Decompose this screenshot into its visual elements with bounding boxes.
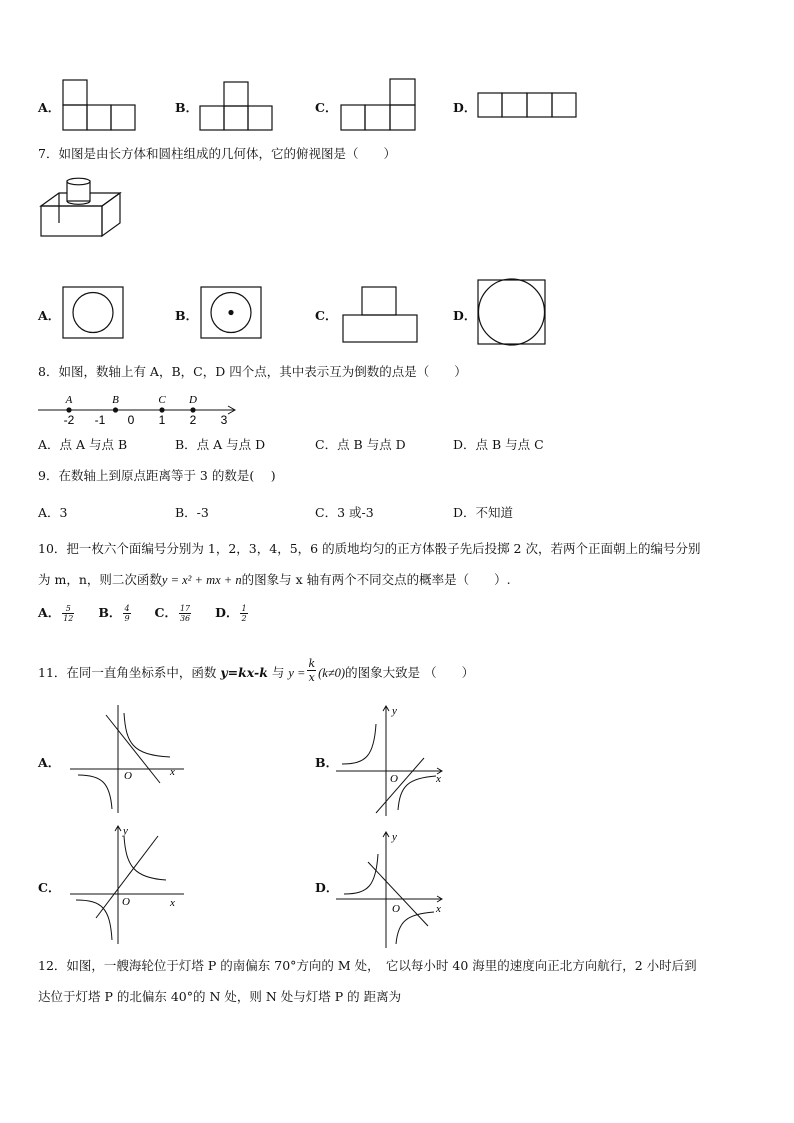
q9-stem: 9．在数轴上到原点距离等于 3 的数是( ): [38, 468, 276, 483]
q10-option-d-label[interactable]: D．: [215, 605, 239, 620]
q10-options: [38, 604, 250, 623]
q10-option-b-label[interactable]: B．: [98, 605, 122, 620]
number-line-tick-label: 2: [189, 413, 197, 427]
q7-option-d-figure: [477, 279, 549, 347]
q10-line1: 10．把一枚六个面编号分别为 1，2，3，4，5，6 的质地均匀的正方体骰子先后投掷 2 次，若两个正面朝上的编号分别: [38, 541, 701, 556]
q11-c-axis-y: y: [123, 825, 128, 837]
number-line-tick-label: -1: [94, 413, 106, 427]
q11-option-c-label[interactable]: C．: [38, 880, 61, 895]
q11-option-d-label[interactable]: D．: [315, 880, 339, 895]
q8-stem: 8．如图，数轴上有 A，B，C，D 四个点，其中表示互为倒数的点是（ ）: [38, 364, 467, 379]
number-line-point: [66, 407, 71, 412]
number-line-point: [159, 407, 164, 412]
q10-line2-b: 的图象与 x 轴有两个不同交点的概率是（ ）.: [241, 572, 511, 587]
q11-option-c-graph: [66, 822, 196, 946]
q10-option-a-label[interactable]: A．: [38, 605, 61, 620]
q7-option-d-label[interactable]: D．: [453, 308, 477, 323]
q10-option-d-fraction: $\frac{1}{2}$: [241, 604, 247, 623]
number-line-point-label: B: [112, 394, 119, 406]
q11-option-a-graph: [66, 703, 196, 815]
q11-a-origin: O: [124, 770, 132, 782]
q10-option-a-fraction: $\frac{5}{12}$: [63, 604, 74, 623]
q11-option-d-graph: [336, 826, 456, 950]
q6-option-b-figure: [199, 81, 279, 133]
q7-stem: 7．如图是由长方体和圆柱组成的几何体，它的俯视图是（ ）: [38, 146, 396, 161]
q11-option-b-graph: [336, 700, 456, 818]
q8-number-line: [38, 390, 243, 428]
q7-option-b-figure: [200, 286, 264, 342]
q9-option-d[interactable]: D．不知道: [453, 505, 514, 520]
q6-option-d-figure: [477, 92, 579, 120]
q10-formula: y = x² + mx + n: [161, 573, 242, 587]
q8-option-b[interactable]: B．点 A 与点 D: [175, 437, 266, 452]
q10-option-b-fraction: $\frac{4}{9}$: [124, 604, 130, 623]
q11-c-axis-x: x: [170, 897, 175, 909]
q8-option-d[interactable]: D．点 B 与点 C: [453, 437, 544, 452]
q11-d-origin: O: [392, 903, 400, 915]
q9-option-a[interactable]: A．3: [38, 505, 68, 520]
q11-b-origin: O: [390, 773, 398, 785]
q8-option-c[interactable]: C．点 B 与点 D: [315, 437, 406, 452]
q10-line2: [38, 572, 511, 588]
q11-stem-a: 11．在同一直角坐标系中，函数: [38, 665, 221, 680]
number-line-point-label: C: [158, 394, 166, 406]
q11-b-axis-y: y: [392, 705, 397, 717]
q11-stem-c: 的图象大致是 （ ）: [345, 665, 475, 680]
q11-d-axis-y: y: [392, 831, 397, 843]
number-line-tick-label: 1: [158, 413, 166, 427]
q7-option-a-label[interactable]: A．: [38, 308, 61, 323]
q11-d-axis-x: x: [436, 903, 441, 915]
q11-c-origin: O: [122, 896, 130, 908]
q11-function-2-cond: (k≠0): [318, 666, 346, 680]
q7-option-a-figure: [62, 286, 126, 342]
q11-a-axis-x: x: [170, 766, 175, 778]
q6-option-a-figure: [62, 79, 142, 133]
q12-line2: 达位于灯塔 P 的北偏东 40°的 N 处，则 N 处与灯塔 P 的 距离为: [38, 989, 402, 1004]
q7-option-c-figure: [342, 286, 422, 344]
q11-function-1: y=kx-k: [220, 665, 268, 680]
q8-option-a[interactable]: A．点 A 与点 B: [38, 437, 128, 452]
q6-option-b-label[interactable]: B．: [175, 100, 199, 115]
q6-option-d-label[interactable]: D．: [453, 100, 477, 115]
q11-function-2-lhs: y =: [288, 666, 306, 680]
q12-line1: 12．如图，一艘海轮位于灯塔 P 的南偏东 70°方向的 M 处， 它以每小时 40 海里的速度向正北方向航行，2 小时后到: [38, 958, 697, 973]
q7-option-c-label[interactable]: C．: [315, 308, 338, 323]
q6-option-c-label[interactable]: C．: [315, 100, 338, 115]
q10-option-c-label[interactable]: C．: [154, 605, 177, 620]
q11-option-b-label[interactable]: B．: [315, 755, 339, 770]
number-line-tick-label: -2: [63, 413, 75, 427]
q7-solid-figure: [40, 178, 124, 240]
q9-option-b[interactable]: B．-3: [175, 505, 209, 520]
number-line-point-label: D: [189, 394, 197, 406]
number-line-tick-label: 3: [220, 413, 228, 427]
number-line-tick-label: 0: [127, 413, 135, 427]
q11-stem: [38, 657, 475, 687]
number-line-point: [113, 407, 118, 412]
q6-option-a-label[interactable]: A．: [38, 100, 61, 115]
q10-line2-a: 为 m，n，则二次函数: [38, 572, 162, 587]
number-line-point: [190, 407, 195, 412]
q11-b-axis-x: x: [436, 773, 441, 785]
q9-option-c[interactable]: C．3 或-3: [315, 505, 374, 520]
q11-option-a-label[interactable]: A．: [38, 755, 61, 770]
q11-stem-b: 与: [267, 665, 289, 680]
q10-option-c-fraction: $\frac{17}{36}$: [179, 604, 191, 623]
q6-option-c-figure: [340, 78, 420, 134]
q11-function-2-fraction: $\frac{k}{x}$: [308, 657, 316, 684]
q7-option-b-label[interactable]: B．: [175, 308, 199, 323]
number-line-point-label: A: [65, 394, 73, 406]
